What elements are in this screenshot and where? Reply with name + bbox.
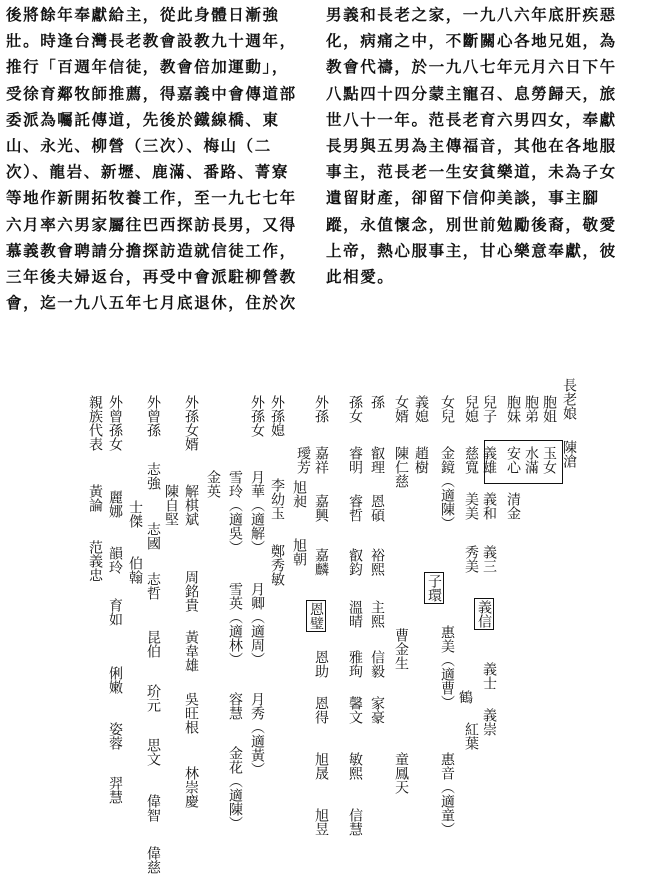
relation-label: 胞弟: [523, 395, 539, 423]
relation-label: 兒媳: [463, 395, 479, 423]
person-name: 范義忠: [87, 540, 103, 582]
person-name: 雪英（適林）: [227, 582, 243, 666]
person-name: 惠美（適曹）: [439, 625, 455, 709]
relation-label: 胞妹: [505, 395, 521, 423]
paragraph-line: 山、永光、柳營（三次）、梅山（二: [6, 135, 272, 155]
person-name: 陳仁慈: [393, 446, 409, 488]
paragraph-line: 世八十一年。范長老育六男四女，奉獻: [326, 109, 617, 129]
paragraph-line: 事主，范長老一生安貧樂道，未為子女: [326, 162, 617, 182]
paragraph-line: 委派為囑託傳道，先後於鐵線橋、東: [6, 109, 280, 129]
relation-label: 外曾孫: [145, 395, 161, 437]
person-name: 金英: [205, 470, 221, 498]
person-name-boxed: 恩璧: [308, 602, 324, 630]
relation-label: 義媳: [413, 395, 429, 423]
person-name: 義士: [481, 662, 497, 690]
person-name: 義崇: [481, 708, 497, 736]
person-name: 黃論: [87, 484, 103, 512]
person-name: 安心: [505, 446, 521, 474]
person-name: 麗娜: [107, 490, 123, 518]
person-name: 韻玲: [107, 546, 123, 574]
relation-label: 外孫女婿: [183, 395, 199, 451]
person-name: 恩碩: [369, 494, 385, 522]
person-name: 陳滄: [561, 440, 577, 468]
relation-label: 女婿: [393, 395, 409, 423]
person-name: 月卿（適周）: [249, 582, 265, 666]
paragraph-line: 壯。時逢台灣長老教會設教九十週年，: [6, 31, 297, 51]
relation-label: 外曾孫女: [107, 395, 123, 451]
person-name: 周銘貴: [183, 570, 199, 612]
person-name: 旭朝: [291, 538, 307, 566]
person-name: 叡理: [369, 446, 385, 474]
person-name: 溫晴: [347, 600, 363, 628]
person-name: 鄭秀敏: [269, 544, 285, 586]
person-name: 義三: [481, 545, 497, 573]
person-name: 嘉麟: [313, 548, 329, 576]
person-name: 偉智: [145, 794, 161, 822]
person-name: 林崇慶: [183, 766, 199, 808]
relation-label: 兒子: [481, 395, 497, 423]
person-name: 鶴: [457, 690, 473, 704]
person-name: 偉慈: [145, 846, 161, 874]
relation-label: 胞姐: [541, 395, 557, 423]
person-name: 志哲: [145, 572, 161, 600]
paragraph-line: 遺留財產，卻留下信仰美談，事主腳: [326, 188, 600, 208]
person-name: 惠音（適童）: [439, 752, 455, 836]
person-name: 叡鈞: [347, 548, 363, 576]
person-name: 金鏡（適陳）: [439, 446, 455, 530]
relation-label: 外孫: [313, 395, 329, 423]
person-name: 玠元: [145, 684, 161, 712]
person-name: 義雄: [481, 446, 497, 474]
paragraph-line: 上帝，熱心服事主，甘心樂意奉獻，彼: [326, 240, 617, 260]
relation-label: 親族代表: [87, 395, 103, 451]
relation-label: 孫女: [347, 395, 363, 423]
person-name: 思文: [145, 738, 161, 766]
person-name: 士傑: [127, 500, 143, 528]
person-name: 雅珣: [347, 650, 363, 678]
person-name: 睿明: [347, 446, 363, 474]
paragraph-line: 八點四十四分蒙主寵召、息勞歸天，旅: [326, 83, 617, 103]
paragraph-right: [326, 2, 617, 290]
paragraph-left: [6, 2, 297, 316]
person-name: 嘉祥: [313, 446, 329, 474]
person-name: 容慧: [227, 692, 243, 720]
person-name: 義和: [481, 492, 497, 520]
person-name: 馨文: [347, 696, 363, 724]
person-name: 俐嫩: [107, 666, 123, 694]
paragraph-line: 教會代禱，於一九八七年元月六日下午: [326, 57, 617, 77]
person-name: 玉女: [541, 446, 557, 474]
person-name: 月秀（適黃）: [249, 692, 265, 776]
person-name: 慈寬: [463, 446, 479, 474]
paragraph-line: 推行「百週年信徒，教會倍加運動」，: [6, 57, 289, 77]
person-name: 旭晟: [313, 752, 329, 780]
paragraph-line: 長男與五男為主傳福音，其他在各地服: [326, 135, 617, 155]
paragraph-line: 慕義教會聘請分擔探訪造就信徒工作，: [6, 240, 297, 260]
paragraph-line: 後將餘年奉獻給主，從此身體日漸強: [6, 5, 280, 24]
relation-label: 外孫媳: [269, 395, 285, 437]
relation-label: 女兒: [439, 395, 455, 423]
paragraph-line: 會，迄一九八五年七月底退休，住於次: [6, 293, 297, 313]
person-name: 恩助: [313, 650, 329, 678]
person-name: 秀美: [463, 545, 479, 573]
person-name: 恩得: [313, 696, 329, 724]
person-name: 曹金生: [393, 628, 409, 670]
person-name: 志國: [145, 522, 161, 550]
person-name: 信慧: [347, 808, 363, 836]
person-name: 育如: [107, 598, 123, 626]
person-name: 黃韋雄: [183, 630, 199, 672]
person-name: 紅葉: [463, 722, 479, 750]
paragraph-line: 三年後夫婦返台，再受中會派駐柳營教: [6, 266, 297, 286]
person-name: 童鳳天: [393, 752, 409, 794]
person-name: 旭昱: [313, 808, 329, 836]
person-name: 李幼玉: [269, 478, 285, 520]
paragraph-line: 化，病痛之中，不斷關心各地兄姐，為: [326, 31, 617, 51]
person-name: 金花（適陳）: [227, 746, 243, 830]
person-name: 伯翰: [127, 556, 143, 584]
paragraph-line: 六月率六男家屬往巴西探訪長男，又得: [6, 214, 297, 234]
person-name: 解棋斌: [183, 484, 199, 526]
relation-label: 外孫女: [249, 395, 265, 437]
person-name: 雪玲（適吳）: [227, 470, 243, 554]
person-name: 璦芳: [295, 446, 311, 474]
relation-label: 孫: [369, 395, 385, 409]
relation-label: 長老娘: [561, 378, 577, 420]
person-name: 吳旺根: [183, 692, 199, 734]
person-name: 羿慧: [107, 776, 123, 804]
person-name: 敏熙: [347, 752, 363, 780]
person-name: 裕熙: [369, 548, 385, 576]
person-name: 家豪: [369, 696, 385, 724]
person-name: 嘉興: [313, 494, 329, 522]
person-name-boxed: 子環: [426, 574, 442, 602]
paragraph-line: 等地作新開拓牧養工作，至一九七七年: [6, 188, 297, 208]
paragraph-line: 男義和長老之家，一九八六年底肝疾惡: [326, 5, 617, 24]
person-name: 主熙: [369, 600, 385, 628]
person-name: 信毅: [369, 650, 385, 678]
person-name: 水滿: [523, 446, 539, 474]
paragraph-line: 受徐育鄰牧師推薦，得嘉義中會傳道部: [6, 83, 297, 103]
person-name: 陳自堅: [163, 484, 179, 526]
person-name: 昆伯: [145, 630, 161, 658]
person-name: 趙樹: [413, 446, 429, 474]
person-name: 月華（適解）: [249, 470, 265, 554]
paragraph-line: 次）、龍岩、新壢、鹿滿、番路、菁寮: [6, 162, 289, 182]
paragraph-line: 蹤，永值懷念，別世前勉勵後裔，敬愛: [326, 214, 617, 234]
person-name: 姿蓉: [107, 722, 123, 750]
person-name: 旭昶: [291, 480, 307, 508]
person-name: 美美: [463, 492, 479, 520]
person-name: 清金: [505, 492, 521, 520]
person-name: 志強: [145, 462, 161, 490]
person-name-boxed: 義信: [476, 600, 492, 628]
person-name: 睿哲: [347, 494, 363, 522]
paragraph-line: 此相愛。: [326, 266, 395, 286]
